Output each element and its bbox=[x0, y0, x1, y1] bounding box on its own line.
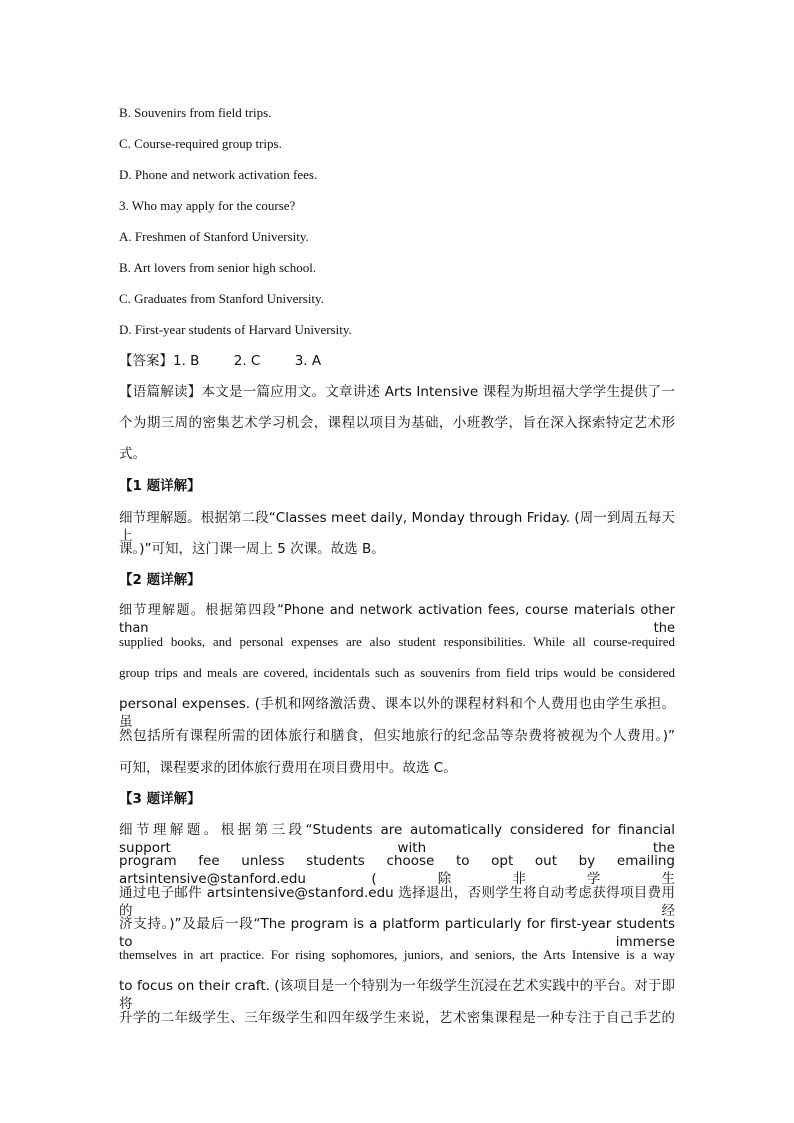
detail-3-line: 细节理解题。根据第三段“Students are automatically considered for financial support with the bbox=[119, 822, 675, 856]
answer-line: 【答案】1. B 2. C 3. A bbox=[119, 353, 322, 369]
q2-option-b: B. Souvenirs from field trips. bbox=[119, 105, 272, 120]
q2-option-d: D. Phone and network activation fees. bbox=[119, 167, 318, 182]
detail-3-heading: 【3 题详解】 bbox=[119, 791, 201, 807]
q3-question: 3. Who may apply for the course? bbox=[119, 198, 296, 213]
detail-2-line: 细节理解题。根据第四段“Phone and network activation fees, course materials other than the bbox=[119, 603, 675, 636]
detail-1-line: 课。)”可知，这门课一周上 5 次课。故选 B。 bbox=[119, 541, 385, 557]
detail-1-heading: 【1 题详解】 bbox=[119, 478, 201, 494]
detail-3-line: 通过电子邮件 artsintensive@stanford.edu 选择退出，否则学生将自动考虑获得项目费用的经 bbox=[119, 885, 675, 919]
q3-option-c: C. Graduates from Stanford University. bbox=[119, 291, 324, 306]
detail-2-line: supplied books, and personal expenses are also student responsibilities. While all course-required bbox=[119, 634, 675, 649]
detail-2-line: 可知，课程要求的团体旅行费用在项目费用中。故选 C。 bbox=[119, 760, 457, 776]
analysis-line: 个为期三周的密集艺术学习机会，课程以项目为基础，小班教学，旨在深入探索特定艺术形 bbox=[119, 415, 675, 431]
q3-option-b: B. Art lovers from senior high school. bbox=[119, 260, 317, 275]
detail-3-line: to focus on their craft. (该项目是一个特别为一年级学生沉浸在艺术实践中的平台。对于即将 bbox=[119, 978, 675, 1012]
analysis-line: 【语篇解读】本文是一篇应用文。文章讲述 Arts Intensive 课程为斯坦福大学学生提供了一 bbox=[119, 384, 675, 400]
detail-3-line: program fee unless students choose to opt out by emailing artsintensive@stanford.edu (除非学生 bbox=[119, 853, 675, 887]
detail-2-heading: 【2 题详解】 bbox=[119, 572, 201, 588]
detail-2-line: 然包括所有课程所需的团体旅行和膳食，但实地旅行的纪念品等杂费将被视为个人费用。)” bbox=[119, 728, 675, 744]
q2-option-c: C. Course-required group trips. bbox=[119, 136, 282, 151]
analysis-line: 式。 bbox=[119, 446, 146, 462]
detail-2-line: personal expenses. (手机和网络激活费、课本以外的课程材料和个人费用也由学生承担。虽 bbox=[119, 696, 675, 730]
detail-2-line: group trips and meals are covered, incidentals such as souvenirs from field trips would be considered bbox=[119, 665, 675, 680]
q3-option-d: D. First-year students of Harvard University. bbox=[119, 322, 352, 337]
detail-3-line: themselves in art practice. For rising sophomores, juniors, and seniors, the Arts Intensive is a way bbox=[119, 947, 675, 962]
detail-1-line: 细节理解题。根据第二段“Classes meet daily, Monday through Friday. (周一到周五每天上 bbox=[119, 510, 675, 544]
q3-option-a: A. Freshmen of Stanford University. bbox=[119, 229, 309, 244]
detail-3-line: 济支持。)”及最后一段“The program is a platform particularly for first-year students to immerse bbox=[119, 916, 675, 950]
detail-3-line: 升学的二年级学生、三年级学生和四年级学生来说，艺术密集课程是一种专注于自己手艺的 bbox=[119, 1010, 675, 1026]
